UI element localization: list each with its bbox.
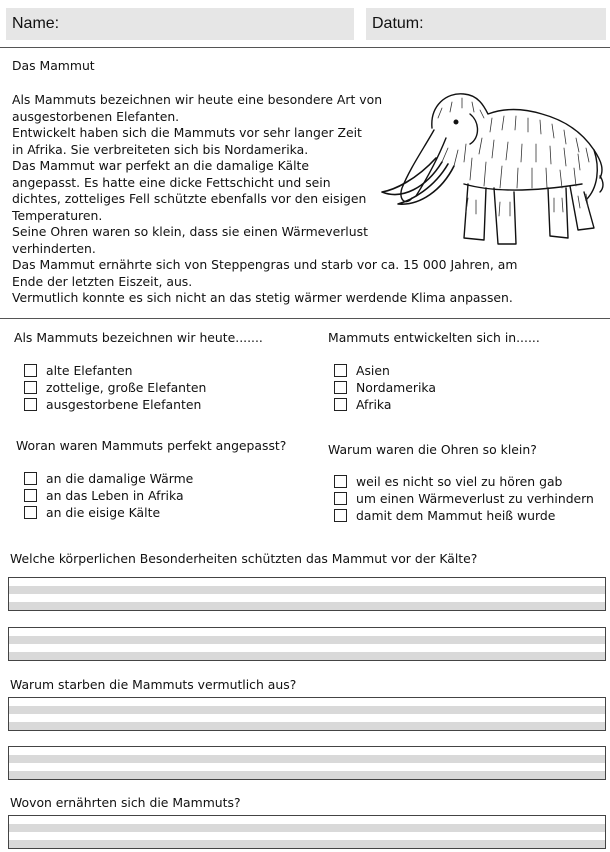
reading-line: Vermutlich konnte es sich nicht an das stetig wärmer werdende Klima anpassen. <box>12 290 513 305</box>
reading-line: Temperaturen. <box>12 207 103 223</box>
option-label: an die eisige Kälte <box>46 505 161 520</box>
question-2: Mammuts entwickelten sich in...... <box>328 330 540 345</box>
reading-line: Seine Ohren waren so klein, dass sie einen Wärmeverlust <box>12 224 368 239</box>
option-item[interactable] <box>24 470 193 487</box>
option-item[interactable] <box>24 487 193 504</box>
answer-lines[interactable] <box>8 577 606 611</box>
reading-line: Entwickelt haben sich die Mammuts vor sehr langer Zeit <box>12 125 362 140</box>
open-question-3: Wovon ernährten sich die Mammuts? <box>10 795 241 810</box>
checkbox[interactable] <box>24 381 37 394</box>
option-label: zottelige, große Elefanten <box>46 380 207 395</box>
option-item[interactable] <box>334 473 594 490</box>
answer-lines[interactable] <box>8 697 606 731</box>
option-label: Afrika <box>356 397 392 412</box>
text-divider <box>0 318 610 319</box>
question-4-options <box>334 473 594 524</box>
header-divider <box>0 47 610 48</box>
question-3-options <box>24 470 193 521</box>
option-item[interactable] <box>334 507 594 524</box>
reading-line: Das Mammut ernährte sich von Steppengras und starb vor ca. 15 000 Jahren, am <box>12 257 518 272</box>
question-2-options <box>334 362 436 413</box>
answer-lines[interactable] <box>8 627 606 661</box>
reading-line: Das Mammut war perfekt an die damalige Kälte <box>12 158 310 173</box>
reading-title: Das Mammut <box>12 58 95 73</box>
checkbox[interactable] <box>24 472 37 485</box>
option-label: weil es nicht so viel zu hören gab <box>356 474 563 489</box>
checkbox[interactable] <box>24 489 37 502</box>
option-item[interactable] <box>24 396 206 413</box>
reading-line: in Afrika. Sie verbreiteten sich bis Nordamerika. <box>12 141 309 157</box>
option-label: Asien <box>356 363 390 378</box>
name-label: Name: <box>12 15 60 32</box>
date-label: Datum: <box>372 15 424 32</box>
answer-lines[interactable] <box>8 815 606 849</box>
question-3: Woran waren Mammuts perfekt angepasst? <box>16 438 287 453</box>
reading-line: ausgestorbenen Elefanten. <box>12 108 180 124</box>
checkbox[interactable] <box>334 492 347 505</box>
reading-line: dichtes, zotteliges Fell schützte ebenfalls vor den eisigen <box>12 191 367 206</box>
answer-lines[interactable] <box>8 746 606 780</box>
date-field[interactable] <box>366 8 606 40</box>
question-4: Warum waren die Ohren so klein? <box>328 442 537 457</box>
option-label: Nordamerika <box>356 380 436 395</box>
option-item[interactable] <box>334 490 594 507</box>
checkbox[interactable] <box>334 381 347 394</box>
open-question-2: Warum starben die Mammuts vermutlich aus? <box>10 677 297 692</box>
option-label: an das Leben in Afrika <box>46 488 184 503</box>
checkbox[interactable] <box>24 506 37 519</box>
reading-line: angepasst. Es hatte eine dicke Fettschicht und sein <box>12 174 331 190</box>
reading-line: Ende der letzten Eiszeit, aus. <box>12 273 193 289</box>
option-label: alte Elefanten <box>46 363 133 378</box>
option-item[interactable] <box>334 379 436 396</box>
checkbox[interactable] <box>334 475 347 488</box>
option-label: ausgestorbene Elefanten <box>46 397 202 412</box>
option-label: um einen Wärmeverlust zu verhindern <box>356 491 594 506</box>
reading-line: Als Mammuts bezeichnen wir heute eine besondere Art von <box>12 92 383 107</box>
checkbox[interactable] <box>334 509 347 522</box>
checkbox[interactable] <box>334 364 347 377</box>
option-item[interactable] <box>334 362 436 379</box>
mammoth-illustration <box>372 88 606 260</box>
name-field[interactable] <box>6 8 354 40</box>
checkbox[interactable] <box>334 398 347 411</box>
option-item[interactable] <box>24 379 206 396</box>
question-1-options <box>24 362 206 413</box>
option-item[interactable] <box>334 396 436 413</box>
open-question-1: Welche körperlichen Besonderheiten schützten das Mammut vor der Kälte? <box>10 551 478 566</box>
checkbox[interactable] <box>24 398 37 411</box>
checkbox[interactable] <box>24 364 37 377</box>
option-item[interactable] <box>24 504 193 521</box>
option-item[interactable] <box>24 362 206 379</box>
question-1: Als Mammuts bezeichnen wir heute....... <box>14 330 263 345</box>
reading-line: verhinderten. <box>12 240 96 256</box>
option-label: an die damalige Wärme <box>46 471 194 486</box>
option-label: damit dem Mammut heiß wurde <box>356 508 556 523</box>
